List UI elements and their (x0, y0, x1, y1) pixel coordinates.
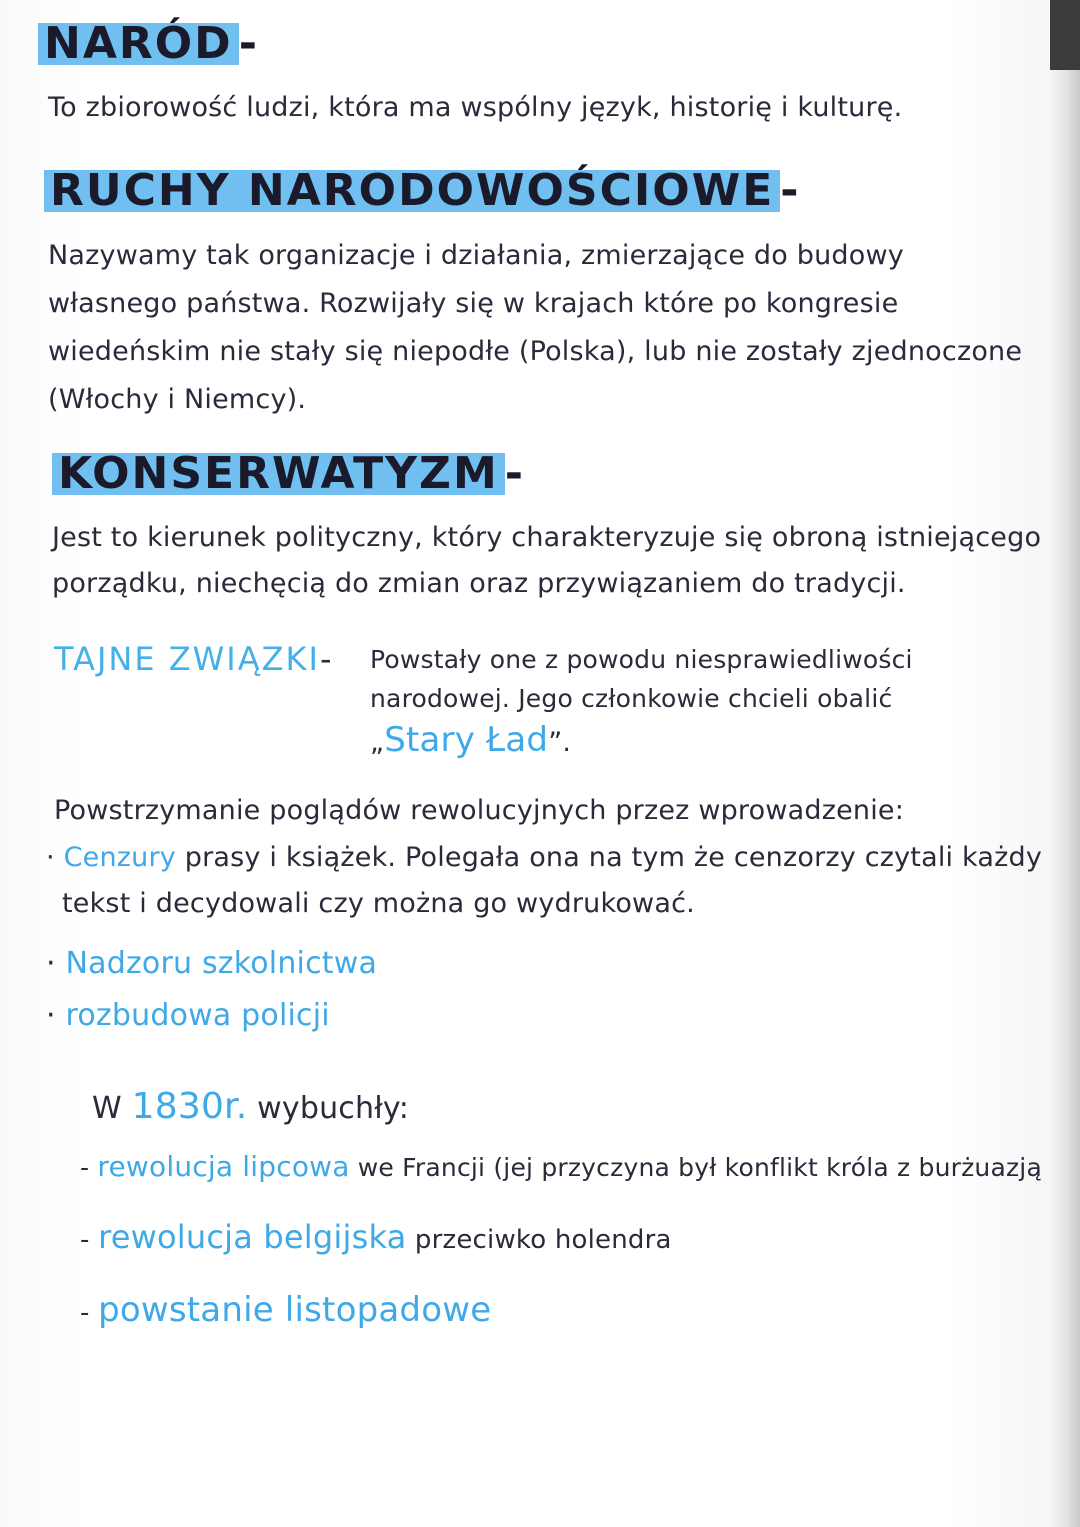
tajne-zwiazki-text: TAJNE ZWIĄZKI (54, 640, 320, 678)
heading-konserwatyzm-text: KONSERWATYZM (52, 448, 505, 499)
powstrzymanie-intro: Powstrzymanie poglądów rewolucyjnych przez wprowadzenie: (54, 795, 905, 826)
tajne-line-3 (370, 720, 571, 760)
dash-1: - (80, 1153, 90, 1182)
stary-lad-highlight: Stary Ład (384, 720, 549, 760)
nadzoru-highlight: Nadzoru szkolnictwa (65, 946, 378, 981)
heading-narod (38, 18, 259, 69)
event-item-1 (80, 1150, 1042, 1183)
cenzury-rest: prasy i książek. Polegała ona na tym że cenzorzy czytali każdy (184, 842, 1043, 873)
heading-ruchy-dash: - (780, 165, 801, 216)
rewolucja-belgijska-highlight: rewolucja belgijska (98, 1218, 407, 1256)
rewolucja-lipcowa-rest: we Francji (jej przyczyna był konflikt króla z burżuazją (357, 1153, 1042, 1182)
stary-lad-quote-open: „ (370, 727, 385, 758)
rewolucja-lipcowa-highlight: rewolucja lipcowa (97, 1150, 350, 1183)
heading-konserwatyzm-dash: - (504, 448, 525, 499)
tajne-line-1: Powstały one z powodu niesprawiedliwości (370, 645, 913, 674)
heading-ruchy-text: RUCHY NARODOWOŚCIOWE (44, 165, 780, 216)
powstanie-listopadowe-highlight: powstanie listopadowe (98, 1290, 492, 1330)
tajne-line-2: narodowej. Jego członkowie chcieli obalić (370, 684, 893, 713)
ruchy-line-2: własnego państwa. Rozwijały się w krajach które po kongresie (48, 288, 899, 319)
powstrzymanie-item-3 (46, 998, 330, 1033)
tajne-zwiazki-title (54, 640, 334, 678)
year-prefix: W (92, 1091, 122, 1126)
year-suffix: wybuchły: (257, 1091, 409, 1126)
konserwatyzm-line-2: porządku, niechęcią do zmian oraz przywiązaniem do tradycji. (52, 568, 906, 599)
ruchy-line-3: wiedeńskim nie stały się niepodłe (Polska), lub nie zostały zjednoczone (48, 336, 1023, 367)
konserwatyzm-line-1: Jest to kierunek polityczny, który charakteryzuje się obroną istniejącego (52, 522, 1042, 553)
policja-highlight: rozbudowa policji (65, 998, 330, 1033)
dash-2: - (80, 1225, 90, 1255)
stary-lad-quote-close: ”. (548, 727, 572, 758)
year-1830-line (92, 1086, 409, 1127)
powstrzymanie-item-1-line-2: tekst i decydowali czy można go wydrukować. (62, 888, 695, 919)
bullet-1: · (46, 842, 55, 873)
heading-konserwatyzm (52, 448, 525, 499)
tajne-zwiazki-dash: - (319, 640, 334, 678)
definition-narod: To zbiorowość ludzi, która ma wspólny język, historię i kulturę. (48, 92, 903, 123)
year-highlight: 1830r. (131, 1086, 248, 1127)
heading-narod-dash: - (238, 18, 259, 69)
event-item-3 (80, 1290, 491, 1330)
page-corner (1050, 0, 1080, 70)
bullet-2: · (46, 946, 56, 981)
ruchy-line-4: (Włochy i Niemcy). (48, 384, 307, 415)
heading-ruchy (44, 165, 801, 216)
bullet-3: · (46, 998, 56, 1033)
powstrzymanie-item-1 (46, 842, 1042, 873)
heading-narod-text: NARÓD (38, 18, 239, 69)
powstrzymanie-item-2 (46, 946, 377, 981)
rewolucja-belgijska-rest: przeciwko holendra (414, 1225, 672, 1255)
dash-3: - (80, 1298, 90, 1328)
cenzury-highlight: Cenzury (63, 842, 176, 873)
page-edge-shadow (1050, 0, 1080, 1527)
event-item-2 (80, 1218, 672, 1256)
ruchy-line-1: Nazywamy tak organizacje i działania, zmierzające do budowy (48, 240, 904, 271)
